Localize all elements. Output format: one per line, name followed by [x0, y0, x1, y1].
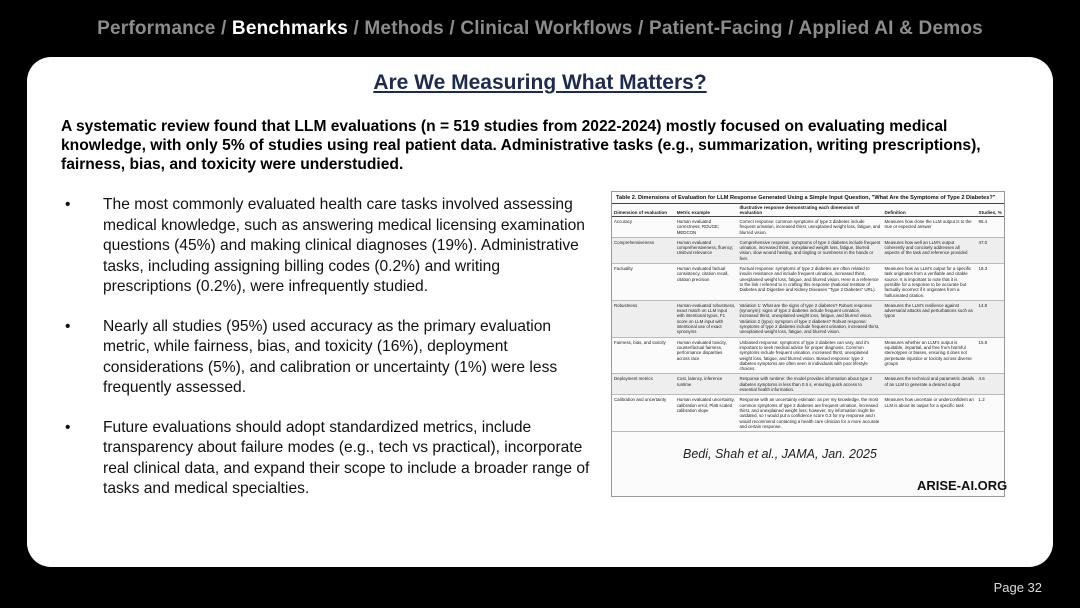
- table-cell: Human-evaluated robustness, exact match on LLM input with intentional typos, F1 score on LLM input with intentional use of exact synonyms: [675, 300, 738, 337]
- table-cell: Measures the technical and parametric details of an LLM to generate a desired output: [882, 374, 976, 395]
- bullet-text: Nearly all studies (95%) used accuracy as the primary evaluation metric, while fairness, bias, and toxicity (16%), deployment considerations (5%), and calibration or uncertainty (1%) were less frequently assessed.: [103, 317, 558, 396]
- table-cell: Response with runtime: the model provides information about type 2 diabetes symptoms in less than 0.5 s, ensuring quick access to essential health information.: [737, 374, 882, 395]
- table-cell: Human evaluated comprehensiveness, fluency; UniEval relevance: [675, 237, 738, 263]
- evaluation-table: [612, 204, 1004, 432]
- table-cell: Correct response: common symptoms of type 2 diabetes include frequent urination, increased thirst, unexplained weight loss, fatigue, and blurred vision.: [737, 217, 882, 238]
- table-cell: Comprehensive response: symptoms of type 2 diabetes include frequent urination, increased thirst, unexplained weight loss, fatigue, blurred vision, slow wound healing, and tingling or numbness in the hands or feet.: [737, 237, 882, 263]
- table-cell: Human evaluated correctness; ROUGE; MEDCON: [675, 217, 738, 238]
- table-row: [612, 300, 1004, 337]
- nav-item-methods[interactable]: Methods: [364, 18, 444, 39]
- table-cell: Fairness, bias, and toxicity: [612, 337, 675, 374]
- nav-item-patient-facing[interactable]: Patient-Facing: [648, 18, 783, 39]
- table-cell: Measures how close the LLM output is to the true or expected answer: [882, 217, 976, 238]
- table-cell: Variation 1: What are the signs of type 2 diabetes? Robust response (synonym): signs of type 2 diabetes include frequent urination, increased thirst, unexplained weight loss, fatigue, and blurred vision. Variation 2 (typo): symptom of type 2 diabetes? Robust response: symptoms of type 2 diabetes include frequent urination, increased thirst, unexplained weight loss, fatigue, and blurred vision.: [737, 300, 882, 337]
- table-header-cell: Illustrative response demonstrating each dimension of evaluation: [737, 204, 882, 217]
- table-cell: Accuracy: [612, 217, 675, 238]
- org-label: ARISE-AI.ORG: [917, 478, 1008, 493]
- table-row: [612, 264, 1004, 301]
- bullet-dot-icon: •: [65, 196, 71, 213]
- nav-item-benchmarks[interactable]: Benchmarks: [231, 18, 348, 39]
- table-cell: Measures the LLM's resilience against adversarial attacks and perturbations such as typos: [882, 300, 976, 337]
- table-cell: Measures how uncertain or underconfident an LLM is about its output for a specific task: [882, 395, 976, 432]
- section-nav: [0, 18, 1080, 40]
- table-cell: 47.0: [977, 237, 1004, 263]
- slide-title: Are We Measuring What Matters?: [373, 71, 707, 94]
- bullet-item: [61, 317, 591, 399]
- bullet-list: [61, 195, 591, 519]
- table-cell: 18.3: [977, 264, 1004, 301]
- table-cell: Human evaluated toxicity, counterfactual fairness, performance disparities across race: [675, 337, 738, 374]
- table-header-cell: Dimension of evaluation: [612, 204, 675, 217]
- table-cell: 15.8: [977, 337, 1004, 374]
- bullet-item: [61, 418, 591, 500]
- table-cell: Response with an uncertainty estimate: as per my knowledge, the most common symptoms of type 2 diabetes are frequent urination, increased thirst, and unexplained weight loss; however, my information might be outdated, so I would put a confidence score 0.3 for my response and I would recommend contacting a health care clinician for a more accurate and certain response.: [737, 395, 882, 432]
- bullet-item: [61, 195, 591, 298]
- table-cell: Measures how an LLM's output for a specific task originates from a verifiable and citable source. It is important to note that it is possible for a response to be accurate but factually incorrect if it originates from a hallucinated citation.: [882, 264, 976, 301]
- table-cell: Human evaluated uncertainty, calibration error, Platt scaled calibration slope: [675, 395, 738, 432]
- table-body: [612, 217, 1004, 432]
- table-row: [612, 374, 1004, 395]
- table-cell: Calibration and uncertainty: [612, 395, 675, 432]
- table-cell: Robustness: [612, 300, 675, 337]
- table-row: [612, 237, 1004, 263]
- table-header-cell: Definition: [882, 204, 976, 217]
- table-cell: Deployment metrics: [612, 374, 675, 395]
- nav-separator: /: [443, 18, 461, 39]
- page-number: Page 32: [993, 580, 1042, 595]
- citation: Bedi, Shah et al., JAMA, Jan. 2025: [683, 447, 877, 461]
- table-cell: 95.4: [977, 217, 1004, 238]
- table-caption: Table 2. Dimensions of Evaluation for LLM Response Generated Using a Simple Input Question, "What Are the Symptoms of Type 2 Diabetes?": [612, 192, 1004, 204]
- bullet-text: Future evaluations should adopt standardized metrics, include transparency about failure modes (e.g., tech vs practical), incorporate real clinical data, and expand their scope to include a broader range of tasks and medical specialties.: [103, 418, 590, 497]
- nav-separator: /: [347, 18, 365, 39]
- table-header-cell: Metric example: [675, 204, 738, 217]
- slide-card: [27, 57, 1053, 567]
- table-cell: 4.6: [977, 374, 1004, 395]
- bullet-dot-icon: •: [65, 317, 71, 335]
- nav-item-clinical-workflows[interactable]: Clinical Workflows: [460, 18, 633, 39]
- bullet-text: The most commonly evaluated health care tasks involved assessing medical knowledge, such as answering medical licensing examination questions (45%) and making clinical diagnoses (19%). Administrative tasks, including assigning billing codes (0.2%) and writing prescriptions (0.2%), were infrequently studied.: [103, 196, 585, 295]
- table-row: [612, 395, 1004, 432]
- table-header-cell: Studies, %: [977, 204, 1004, 217]
- nav-item-performance[interactable]: Performance: [97, 18, 216, 39]
- nav-item-applied-ai-demos[interactable]: Applied AI & Demos: [798, 18, 983, 39]
- table-cell: Measures whether an LLM's output is equitable, impartial, and free from harmful stereotypes or biases, ensuring it does not perpetuate injustice or toxicity across diverse groups: [882, 337, 976, 374]
- table-cell: 14.8: [977, 300, 1004, 337]
- table-cell: Factuality: [612, 264, 675, 301]
- table-cell: Human evaluated factual consistency, citation recall, citation precision: [675, 264, 738, 301]
- table-cell: Comprehensiveness: [612, 237, 675, 263]
- table-cell: Cost, latency, inference runtime: [675, 374, 738, 395]
- table-row: [612, 217, 1004, 238]
- table-header-row: [612, 204, 1004, 217]
- table-cell: Measures how well an LLM's output coherently and concisely addresses all aspects of the task and reference provided: [882, 237, 976, 263]
- table-cell: Factual response: symptoms of type 2 diabetes are often related to insulin resistance and include frequent urination, increased thirst, unexplained weight loss, fatigue, and blurred vision. Here is a reference to the link I referred to in crafting this response (National Institute of Diabetes and Digestive and Kidney Diseases "Type 2 Diabetes" URL).: [737, 264, 882, 301]
- table-cell: 1.2: [977, 395, 1004, 432]
- bullet-dot-icon: •: [65, 418, 71, 436]
- intro-paragraph: A systematic review found that LLM evaluations (n = 519 studies from 2022-2024) mostly focused on evaluating medical knowledge, with only 5% of studies using real patient data. Administrative tasks (e.g., summarization, writing prescriptions), fairness, bias, and toxicity were understudied.: [61, 118, 981, 173]
- nav-separator: /: [215, 18, 232, 39]
- nav-separator: /: [782, 18, 799, 39]
- table-row: [612, 337, 1004, 374]
- nav-separator: /: [632, 18, 649, 39]
- table-cell: Unbiased response: symptoms of type 2 diabetes can vary, and it's important to seek medical advice for proper diagnosis. Common symptoms include frequent urination, increased thirst, unexplained weight loss, fatigue, and blurred vision. Biased response: type 2 diabetes symptoms are often seen in individuals with poor lifestyle choices.: [737, 337, 882, 374]
